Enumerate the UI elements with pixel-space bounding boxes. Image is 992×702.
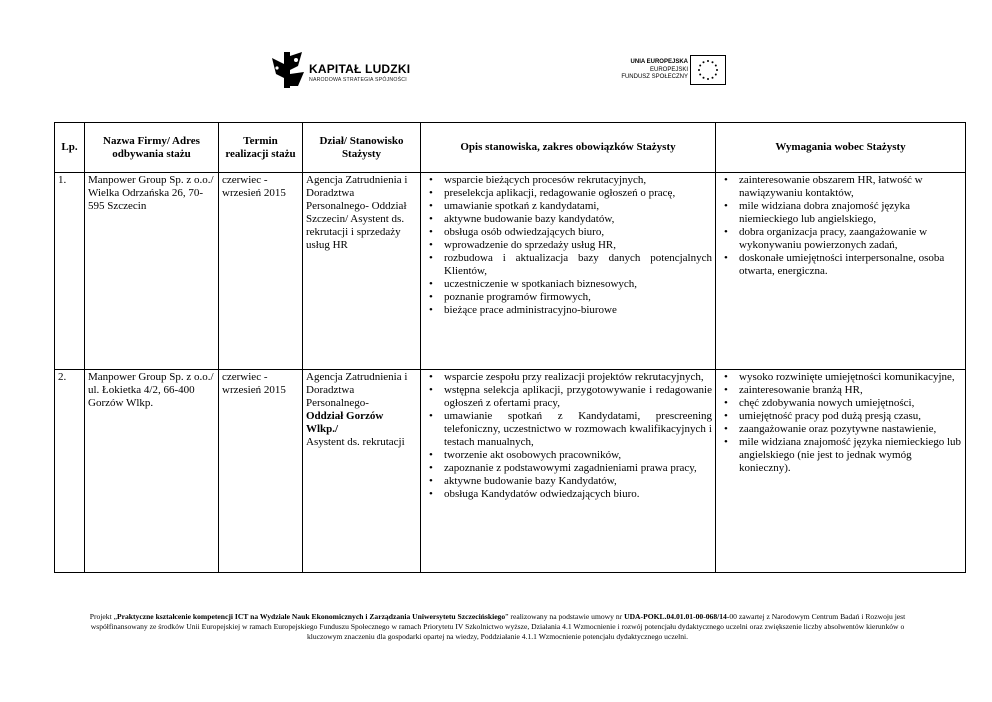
eu-line-2: EUROPEJSKI <box>649 66 688 73</box>
list-item: • umiejętność pracy pod dużą presją czasu, <box>719 410 962 423</box>
list-item: • poznanie programów firmowych, <box>424 291 712 304</box>
header-requirements: Wymagania wobec Stażysty <box>716 123 966 173</box>
list-item: • zainteresowanie branżą HR, <box>719 384 962 397</box>
list-item: • obsługa osób odwiedzających biuro, <box>424 226 712 239</box>
list-item: • umawianie spotkań z kandydatami, <box>424 200 712 213</box>
row-number: 2. <box>55 370 85 573</box>
department-cell <box>303 370 421 573</box>
department-cell: Agencja Zatrudnienia i Doradztwa Personalnego- Oddział Szczecin/ Asystent ds. rekrutacji i sprzedaży usług HR <box>303 173 421 370</box>
list-item: • zaangażowanie oraz pozytywne nastawienie, <box>719 423 962 436</box>
eu-line-3: FUNDUSZ SPOŁECZNY <box>621 74 688 80</box>
firm-cell <box>85 370 219 573</box>
list-item: • uczestniczenie w spotkaniach biznesowych, <box>424 278 712 291</box>
eu-line-1: UNIA EUROPEJSKA <box>630 59 688 65</box>
kapital-ludzki-title: KAPITAŁ LUDZKI <box>309 62 411 76</box>
kapital-ludzki-logo <box>268 52 428 88</box>
firm-name: Manpower Group Sp. z o.o./ <box>88 174 214 186</box>
list-item: • umawianie spotkań z Kandydatami, prescreening telefoniczny, uczestnictwo w rozmowach kwalifikacyjnych i testach manualnych, <box>424 410 712 449</box>
kapital-ludzki-subtitle: NARODOWA STRATEGIA SPÓJNOŚCI <box>309 77 407 83</box>
list-item: • wsparcie bieżących procesów rekrutacyjnych, <box>424 174 712 187</box>
list-item: • bieżące prace administracyjno-biurowe <box>424 304 712 317</box>
eu-flag-icon <box>690 55 726 85</box>
eu-logo-text <box>621 59 688 82</box>
term-cell: czerwiec - wrzesień 2015 <box>219 173 303 370</box>
duties-cell <box>421 173 716 370</box>
requirements-list <box>719 174 962 278</box>
list-item: • preselekcja aplikacji, redagowanie ogłoszeń o pracę, <box>424 187 712 200</box>
table-row <box>55 370 966 573</box>
list-item: • mile widziana znajomość języka niemieckiego lub angielskiego (nie jest to jednak wymóg konieczny). <box>719 436 962 475</box>
firm-name: Manpower Group Sp. z o.o./ <box>88 371 214 383</box>
duties-list <box>424 371 712 501</box>
list-item: • mile widziana dobra znajomość języka niemieckiego lub angielskiego, <box>719 200 962 226</box>
list-item: • zainteresowanie obszarem HR, łatwość w nawiązywaniu kontaktów, <box>719 174 962 200</box>
list-item: • obsługa Kandydatów odwiedzających biuro. <box>424 488 712 501</box>
footer-text-2: ” realizowany na podstawie umowy nr <box>505 612 625 621</box>
eu-logo <box>590 54 730 88</box>
list-item: • wysoko rozwinięte umiejętności komunikacyjne, <box>719 371 962 384</box>
project-footer <box>80 612 915 642</box>
table-header-row <box>55 123 966 173</box>
department-branch: Oddział Gorzów Wlkp./ <box>306 410 384 435</box>
term-cell: czerwiec - wrzesień 2015 <box>219 370 303 573</box>
firm-address: Wielka Odrzańska 26, 70-595 Szczecin <box>88 187 204 212</box>
header-department: Dział/ Stanowisko Stażysty <box>303 123 421 173</box>
header-term: Termin realizacji stażu <box>219 123 303 173</box>
duties-list <box>424 174 712 317</box>
list-item: • tworzenie akt osobowych pracowników, <box>424 449 712 462</box>
list-item: • zapoznanie z podstawowymi zagadnieniami prawa pracy, <box>424 462 712 475</box>
header-lp: Lp. <box>55 123 85 173</box>
department-position: Asystent ds. rekrutacji <box>306 436 405 448</box>
firm-cell <box>85 173 219 370</box>
list-item: • wstępna selekcja aplikacji, przygotowywanie i redagowanie ogłoszeń z ofertami pracy, <box>424 384 712 410</box>
footer-text-3: -00 zawartej z Narodowym Centrum Badań i Rozwoju jest współfinansowany ze środków Unii Europejskiej w ramach Europejskiego Funduszu Społecznego w ramach Priorytetu IV Szkolnictwo wyższe, Działania 4.1 Wzmocnienie i rozwój potencjału dydaktycznego uczelni oraz zwiększenie liczby absolwentów kierunków o kluczowym znaczeniu dla gospodarki opartej na wiedzy, Poddziałanie 4.1.1 Wzmocnienie potencjału dydaktycznego uczelni. <box>90 612 906 641</box>
firm-address: ul. Łokietka 4/2, 66-400 Gorzów Wlkp. <box>88 384 195 409</box>
footer-text-1: Projekt „ <box>89 612 117 621</box>
internship-table <box>54 122 966 573</box>
kapital-ludzki-emblem-icon <box>268 52 306 88</box>
header-description: Opis stanowiska, zakres obowiązków Stażysty <box>421 123 716 173</box>
duties-cell <box>421 370 716 573</box>
row-number: 1. <box>55 173 85 370</box>
list-item: • aktywne budowanie bazy kandydatów, <box>424 213 712 226</box>
list-item: • wprowadzenie do sprzedaży usług HR, <box>424 239 712 252</box>
footer-project-name: Praktyczne kształcenie kompetencji ICT na Wydziale Nauk Ekonomicznych i Zarządzania Uniwersytetu Szczecińskiego <box>116 612 506 621</box>
list-item: • chęć zdobywania nowych umiejętności, <box>719 397 962 410</box>
list-item: • rozbudowa i aktualizacja bazy danych potencjalnych Klientów, <box>424 252 712 278</box>
header-firm: Nazwa Firmy/ Adres odbywania stażu <box>85 123 219 173</box>
list-item: • aktywne budowanie bazy Kandydatów, <box>424 475 712 488</box>
requirements-cell <box>716 370 966 573</box>
footer-contract-number: UDA-POKL.04.01.01-00-068/14 <box>624 612 727 621</box>
department-text: Agencja Zatrudnienia i Doradztwa Personalnego- <box>306 371 408 409</box>
requirements-cell <box>716 173 966 370</box>
list-item: • dobra organizacja pracy, zaangażowanie w wykonywaniu powierzonych zadań, <box>719 226 962 252</box>
requirements-list <box>719 371 962 475</box>
list-item: • doskonałe umiejętności interpersonalne, osoba otwarta, energiczna. <box>719 252 962 278</box>
table-row <box>55 173 966 370</box>
list-item: • wsparcie zespołu przy realizacji projektów rekrutacyjnych, <box>424 371 712 384</box>
